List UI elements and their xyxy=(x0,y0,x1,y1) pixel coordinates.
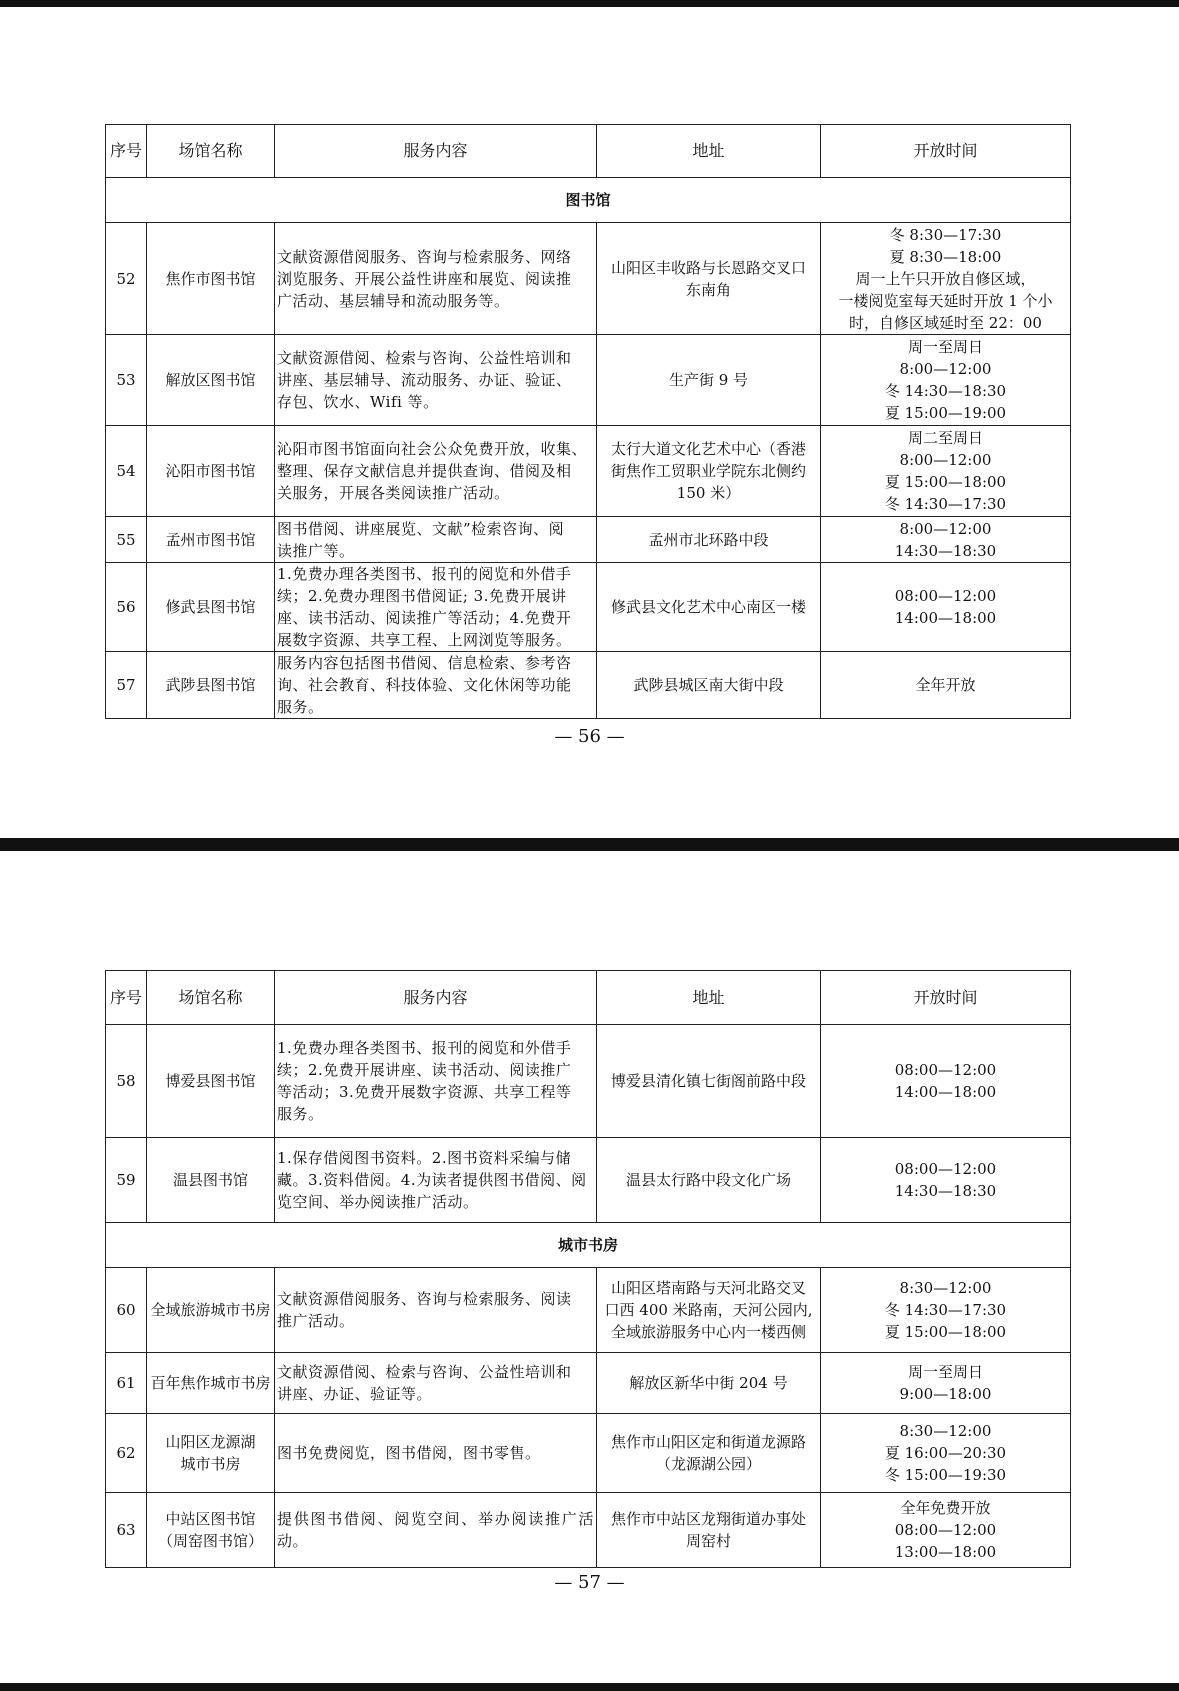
opening-hours xyxy=(821,223,1071,335)
opening-hours-line: 8:00—12:00 xyxy=(899,519,992,538)
header-name: 场馆名称 xyxy=(147,971,275,1025)
page-number: — 56 — xyxy=(554,726,625,747)
venue-name xyxy=(147,1353,275,1414)
service-content-line: 续；2.免费开展讲座、读书活动、阅读推广 xyxy=(277,1061,572,1079)
section-title: 图书馆 xyxy=(106,178,1071,223)
service-content-line: 文献资源借阅、检索与咨询、公益性培训和 xyxy=(277,349,572,367)
opening-hours-line: 冬 15:00—19:30 xyxy=(884,1466,1007,1484)
opening-hours-line: 13:00—18:00 xyxy=(894,1543,997,1561)
venue-address-line: 口西 400 米路南，天河公园内, xyxy=(604,1301,813,1319)
venue-name-line: 焦作市图书馆 xyxy=(165,269,256,288)
service-content-line: 讲座、基层辅导、流动服务、办证、验证、 xyxy=(277,371,572,389)
table-row xyxy=(106,1414,1071,1493)
service-content-line: 广活动、基层辅导和流动服务等。 xyxy=(277,291,510,310)
table-row xyxy=(106,426,1071,517)
venue-address-line: （龙源湖公园） xyxy=(655,1455,761,1473)
header-service: 服务内容 xyxy=(275,971,597,1025)
section-row xyxy=(106,1223,1071,1268)
service-content-line: 1.免费办理各类图书、报刊的阅览和外借手 xyxy=(277,1039,572,1057)
opening-hours-line: 冬 8:30—17:30 xyxy=(889,225,1002,244)
service-content-line: 文献资源借阅、检索与咨询、公益性培训和 xyxy=(277,1363,572,1381)
venue-name-line: 山阳区龙源湖 xyxy=(165,1433,256,1451)
venue-address xyxy=(597,1353,821,1414)
service-content-line: 图书借阅、讲座展览、文献”检索咨询、阅 xyxy=(277,519,565,538)
venue-address xyxy=(597,563,821,652)
service-content-line: 关服务，开展各类阅读推广活动。 xyxy=(277,484,510,502)
row-number: 54 xyxy=(106,426,147,517)
venue-address-line: 孟州市北环路中段 xyxy=(648,530,769,549)
opening-hours xyxy=(821,1025,1071,1138)
row-number: 59 xyxy=(106,1138,147,1223)
opening-hours-line: 8:00—12:00 xyxy=(899,451,992,469)
venue-name xyxy=(147,563,275,652)
row-number: 55 xyxy=(106,517,147,563)
service-content xyxy=(275,1353,597,1414)
venue-name-line: （周窑图书馆） xyxy=(157,1532,263,1550)
venue-name-line: 武陟县图书馆 xyxy=(165,676,256,694)
header-no: 序号 xyxy=(106,125,147,178)
opening-hours-line: 08:00—12:00 xyxy=(894,1061,997,1079)
opening-hours-line: 8:30—12:00 xyxy=(899,1279,992,1297)
service-content-line: 1.保存借阅图书资料。2.图书资料采编与储 xyxy=(277,1149,572,1167)
venue-name xyxy=(147,1268,275,1353)
venue-address-line: 山阳区丰收路与长恩路交叉口 xyxy=(610,258,806,277)
venue-address-line: 东南角 xyxy=(685,280,731,299)
venue-address-line: 解放区新华中街 204 号 xyxy=(629,1374,788,1392)
venue-address-line: 太行大道文化艺术中心（香港 xyxy=(610,440,806,458)
venue-name xyxy=(147,1138,275,1223)
opening-hours-line: 08:00—12:00 xyxy=(894,587,997,605)
venue-address-line: 博爱县清化镇七街阁前路中段 xyxy=(610,1072,806,1090)
service-content-line: 整理、保存文献信息并提供查询、借阅及相 xyxy=(277,462,572,480)
opening-hours xyxy=(821,1493,1071,1568)
service-content xyxy=(275,1268,597,1353)
opening-hours-line: 冬 14:30—17:30 xyxy=(884,495,1007,513)
opening-hours-line: 夏 15:00—18:00 xyxy=(884,1323,1007,1341)
opening-hours-line: 夏 8:30—18:00 xyxy=(889,247,1002,266)
opening-hours-line: 14:30—18:30 xyxy=(894,1182,997,1200)
venue-address xyxy=(597,1268,821,1353)
venue-address xyxy=(597,335,821,426)
service-content-line: 续；2.免费办理图书借阅证; 3.免费开展讲 xyxy=(277,587,567,605)
service-content-line: 存包、饮水、Wifi 等。 xyxy=(277,393,439,411)
opening-hours-line: 冬 14:30—17:30 xyxy=(884,1301,1007,1319)
service-content-line: 1.免费办理各类图书、报刊的阅览和外借手 xyxy=(277,565,572,583)
service-content-line: 藏。3.资料借阅。4.为读者提供图书借阅、阅 xyxy=(277,1171,587,1189)
service-content xyxy=(275,1025,597,1138)
service-content-line: 浏览服务、开展公益性讲座和展览、阅读推 xyxy=(277,269,572,288)
venue-name-line: 解放区图书馆 xyxy=(165,371,256,389)
opening-hours-line: 周一至周日 xyxy=(907,338,983,356)
venue-name-line: 沁阳市图书馆 xyxy=(165,462,256,480)
service-content-line: 文献资源借阅服务、咨询与检索服务、阅读 xyxy=(277,1290,572,1308)
service-content xyxy=(275,517,597,563)
service-content xyxy=(275,335,597,426)
venue-name xyxy=(147,1025,275,1138)
venue-table-page-57 xyxy=(105,970,1071,1568)
venue-name-line: 修武县图书馆 xyxy=(165,598,256,616)
opening-hours-line: 周一上午只开放自修区域， xyxy=(855,269,1036,288)
service-content-line: 服务。 xyxy=(277,1105,324,1123)
service-content-line: 提供图书借阅、阅览空间、举办阅读推广活动。 xyxy=(277,1510,594,1550)
service-content-line: 展数字资源、共享工程、上网浏览等服务。 xyxy=(277,631,572,649)
opening-hours xyxy=(821,1268,1071,1353)
opening-hours-line: 9:00—18:00 xyxy=(899,1385,992,1403)
header-no: 序号 xyxy=(106,971,147,1025)
service-content xyxy=(275,652,597,719)
venue-address-line: 全域旅游服务中心内一楼西侧 xyxy=(610,1323,806,1341)
table-row xyxy=(106,517,1071,563)
venue-name-line: 孟州市图书馆 xyxy=(165,530,256,549)
service-content-line: 服务。 xyxy=(277,698,324,716)
venue-name xyxy=(147,1414,275,1493)
section-row xyxy=(106,178,1071,223)
venue-address xyxy=(597,1138,821,1223)
venue-address-line: 修武县文化艺术中心南区一楼 xyxy=(610,598,806,616)
venue-address-line: 焦作市中站区龙翔街道办事处 xyxy=(610,1510,806,1528)
opening-hours-line: 时，自修区域延时至 22：00 xyxy=(849,313,1042,332)
venue-name-line: 温县图书馆 xyxy=(172,1171,248,1189)
header-address: 地址 xyxy=(597,125,821,178)
table-header-row xyxy=(106,125,1071,178)
header-address: 地址 xyxy=(597,971,821,1025)
header-hours: 开放时间 xyxy=(821,125,1071,178)
venue-name-line: 百年焦作城市书房 xyxy=(150,1374,271,1392)
table-row xyxy=(106,1493,1071,1568)
row-number: 57 xyxy=(106,652,147,719)
table-row xyxy=(106,1268,1071,1353)
service-content xyxy=(275,223,597,335)
service-content-line: 推广活动。 xyxy=(277,1312,355,1330)
row-number: 53 xyxy=(106,335,147,426)
row-number: 62 xyxy=(106,1414,147,1493)
venue-name xyxy=(147,652,275,719)
venue-name-line: 全域旅游城市书房 xyxy=(150,1301,271,1319)
opening-hours-line: 夏 15:00—18:00 xyxy=(884,473,1007,491)
venue-address xyxy=(597,223,821,335)
opening-hours-line: 周一至周日 xyxy=(907,1363,983,1381)
opening-hours xyxy=(821,335,1071,426)
venue-address-line: 武陟县城区南大街中段 xyxy=(633,676,784,694)
table-row xyxy=(106,223,1071,335)
header-hours: 开放时间 xyxy=(821,971,1071,1025)
venue-address xyxy=(597,517,821,563)
venue-name xyxy=(147,335,275,426)
table-row xyxy=(106,335,1071,426)
opening-hours xyxy=(821,652,1071,719)
section-title: 城市书房 xyxy=(106,1223,1071,1268)
table-row xyxy=(106,1138,1071,1223)
row-number: 56 xyxy=(106,563,147,652)
top-border-bar xyxy=(0,0,1179,7)
venue-address xyxy=(597,426,821,517)
opening-hours xyxy=(821,1138,1071,1223)
page-number: — 57 — xyxy=(554,1572,625,1593)
service-content xyxy=(275,426,597,517)
opening-hours-line: 周二至周日 xyxy=(907,429,983,447)
opening-hours-line: 14:00—18:00 xyxy=(894,1083,997,1101)
service-content-line: 等活动；3.免费开展数字资源、共享工程等 xyxy=(277,1083,572,1101)
service-content xyxy=(275,1414,597,1493)
row-number: 61 xyxy=(106,1353,147,1414)
row-number: 52 xyxy=(106,223,147,335)
row-number: 58 xyxy=(106,1025,147,1138)
service-content xyxy=(275,1138,597,1223)
row-number: 63 xyxy=(106,1493,147,1568)
service-content xyxy=(275,563,597,652)
opening-hours-line: 全年开放 xyxy=(915,676,976,694)
opening-hours xyxy=(821,1353,1071,1414)
row-number: 60 xyxy=(106,1268,147,1353)
venue-address xyxy=(597,1414,821,1493)
opening-hours xyxy=(821,563,1071,652)
venue-address-line: 温县太行路中段文化广场 xyxy=(625,1171,791,1189)
page-separator-bar xyxy=(0,838,1179,851)
table-row xyxy=(106,1025,1071,1138)
opening-hours-line: 夏 16:00—20:30 xyxy=(884,1444,1007,1462)
opening-hours-line: 8:30—12:00 xyxy=(899,1422,992,1440)
venue-table-page-56 xyxy=(105,124,1071,719)
venue-address-line: 山阳区塔南路与天河北路交叉 xyxy=(610,1279,806,1297)
opening-hours-line: 14:30—18:30 xyxy=(894,541,997,560)
opening-hours xyxy=(821,1414,1071,1493)
service-content-line: 座、读书活动、阅读推广等活动；4.免费开 xyxy=(277,609,572,627)
service-content-line: 讲座、办证、验证等。 xyxy=(277,1385,433,1403)
opening-hours-line: 一楼阅览室每天延时开放 1 个小 xyxy=(838,291,1053,310)
venue-name xyxy=(147,223,275,335)
opening-hours-line: 冬 14:30—18:30 xyxy=(884,382,1007,400)
table-row xyxy=(106,563,1071,652)
bottom-border-bar xyxy=(0,1683,1179,1691)
venue-address-line: 周窑村 xyxy=(685,1532,731,1550)
header-service: 服务内容 xyxy=(275,125,597,178)
opening-hours-line: 08:00—12:00 xyxy=(894,1160,997,1178)
opening-hours-line: 8:00—12:00 xyxy=(899,360,992,378)
service-content xyxy=(275,1493,597,1568)
venue-name xyxy=(147,426,275,517)
opening-hours-line: 08:00—12:00 xyxy=(894,1521,997,1539)
table-header-row xyxy=(106,971,1071,1025)
venue-address-line: 街焦作工贸职业学院东北侧约 xyxy=(610,462,806,480)
service-content-line: 图书免费阅览，图书借阅，图书零售。 xyxy=(277,1444,541,1462)
opening-hours-line: 夏 15:00—19:00 xyxy=(884,404,1007,422)
service-content-line: 询、社会教育、科技体验、文化休闲等功能 xyxy=(277,676,572,694)
venue-name-line: 城市书房 xyxy=(180,1455,241,1473)
opening-hours xyxy=(821,426,1071,517)
venue-name-line: 博爱县图书馆 xyxy=(165,1072,256,1090)
service-content-line: 文献资源借阅服务、咨询与检索服务、网络 xyxy=(277,247,572,266)
opening-hours-line: 14:00—18:00 xyxy=(894,609,997,627)
header-name: 场馆名称 xyxy=(147,125,275,178)
service-content-line: 览空间、举办阅读推广活动。 xyxy=(277,1193,479,1211)
opening-hours xyxy=(821,517,1071,563)
venue-name xyxy=(147,517,275,563)
venue-address xyxy=(597,652,821,719)
venue-address xyxy=(597,1025,821,1138)
table-row xyxy=(106,1353,1071,1414)
venue-name xyxy=(147,1493,275,1568)
table-row xyxy=(106,652,1071,719)
service-content-line: 沁阳市图书馆面向社会公众免费开放，收集、 xyxy=(277,440,588,458)
venue-name-line: 中站区图书馆 xyxy=(165,1510,256,1528)
opening-hours-line: 全年免费开放 xyxy=(900,1499,991,1517)
venue-address-line: 生产街 9 号 xyxy=(668,371,749,389)
venue-address-line: 150 米） xyxy=(676,484,741,502)
service-content-line: 服务内容包括图书借阅、信息检索、参考咨 xyxy=(277,654,572,672)
service-content-line: 读推广等。 xyxy=(277,541,355,560)
venue-address xyxy=(597,1493,821,1568)
venue-address-line: 焦作市山阳区定和街道龙源路 xyxy=(610,1433,806,1451)
